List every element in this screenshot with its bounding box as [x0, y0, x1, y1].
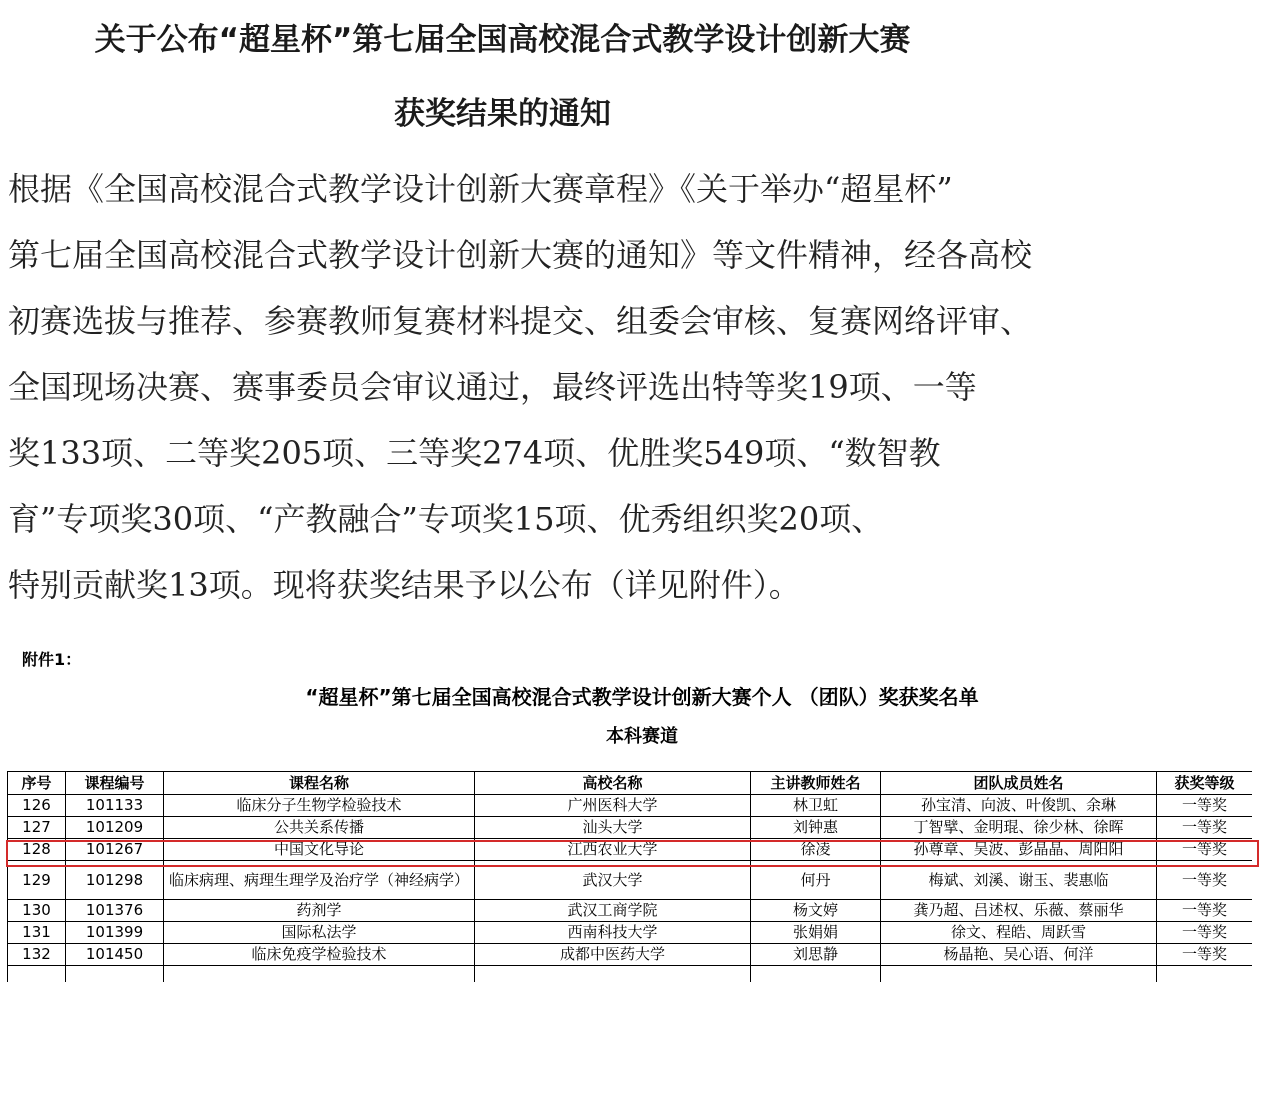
column-header-teacher: 主讲教师姓名 [751, 772, 881, 795]
cell-course: 国际私法学 [164, 922, 475, 944]
cell-award: 一等奖 [1157, 839, 1253, 861]
column-header-award: 获奖等级 [1157, 772, 1253, 795]
cell-award: 一等奖 [1157, 900, 1253, 922]
cell-teacher: 刘思静 [751, 944, 881, 966]
cell-course: 临床分子生物学检验技术 [164, 795, 475, 817]
cell-team: 孙尊章、吴波、彭晶晶、周阳阳 [881, 839, 1157, 861]
cell-team: 徐文、程皓、周跃雪 [881, 922, 1157, 944]
table-row [8, 944, 1253, 966]
table-row [8, 900, 1253, 922]
table-row [8, 861, 1253, 900]
cell-teacher: 林卫虹 [751, 795, 881, 817]
body-line: 奖133项、二等奖205项、三等奖274项、优胜奖549项、“数智教 [8, 434, 941, 472]
cell-course: 公共关系传播 [164, 817, 475, 839]
cell-code: 101298 [66, 861, 164, 900]
cell-award: 一等奖 [1157, 922, 1253, 944]
cell-award: 一等奖 [1157, 795, 1253, 817]
cell-team: 梅斌、刘溪、谢玉、裴惠临 [881, 861, 1157, 900]
cell-code: 101209 [66, 817, 164, 839]
table-row [8, 795, 1253, 817]
column-header-course: 课程名称 [164, 772, 475, 795]
body-line: 育”专项奖30项、“产教融合”专项奖15项、优秀组织奖20项、 [8, 500, 884, 538]
column-header-no: 序号 [8, 772, 66, 795]
attachment-label: 附件1： [22, 650, 82, 669]
cell-teacher: 张娟娟 [751, 922, 881, 944]
award-list-subtitle: 本科赛道 [606, 726, 678, 747]
cell-course: 临床病理、病理生理学及治疗学（神经病学） [164, 861, 475, 900]
cell-award: 一等奖 [1157, 817, 1253, 839]
cell-school: 江西农业大学 [475, 839, 751, 861]
table-row [8, 817, 1253, 839]
table-row-cropped [8, 966, 1253, 983]
cell-school: 成都中医药大学 [475, 944, 751, 966]
column-header-team: 团队成员姓名 [881, 772, 1157, 795]
cell-no: 126 [8, 795, 66, 817]
cell-no: 127 [8, 817, 66, 839]
body-line: 第七届全国高校混合式教学设计创新大赛的通知》等文件精神，经各高校 [8, 236, 1033, 274]
cell-teacher: 刘钟惠 [751, 817, 881, 839]
cell-school: 西南科技大学 [475, 922, 751, 944]
cell-team: 杨晶艳、吴心语、何洋 [881, 944, 1157, 966]
cell-school: 广州医科大学 [475, 795, 751, 817]
table-row-highlighted [8, 839, 1253, 861]
award-table [7, 771, 1252, 982]
notice-title-line1: 关于公布“超星杯”第七届全国高校混合式教学设计创新大赛 [94, 22, 911, 58]
body-line: 初赛选拔与推荐、参赛教师复赛材料提交、组委会审核、复赛网络评审、 [8, 302, 1033, 340]
notice-title-line2: 获奖结果的通知 [394, 96, 611, 132]
cell-course: 临床免疫学检验技术 [164, 944, 475, 966]
cell-no: 131 [8, 922, 66, 944]
cell-award: 一等奖 [1157, 944, 1253, 966]
cell-course: 药剂学 [164, 900, 475, 922]
cell-code: 101450 [66, 944, 164, 966]
cell-code: 101133 [66, 795, 164, 817]
award-list-title: “超星杯”第七届全国高校混合式教学设计创新大赛个人 （团队）奖获奖名单 [305, 685, 979, 709]
cell-team: 丁智擘、金明琨、徐少林、徐晖 [881, 817, 1157, 839]
table-header-row [8, 772, 1253, 795]
cell-code: 101376 [66, 900, 164, 922]
body-line: 全国现场决赛、赛事委员会审议通过，最终评选出特等奖19项、一等 [8, 368, 977, 406]
cell-no: 128 [8, 839, 66, 861]
cell-teacher: 徐凌 [751, 839, 881, 861]
cell-teacher: 杨文婷 [751, 900, 881, 922]
award-table-wrapper [7, 771, 1252, 982]
column-header-school: 高校名称 [475, 772, 751, 795]
cell-no: 129 [8, 861, 66, 900]
column-header-code: 课程编号 [66, 772, 164, 795]
cell-no: 132 [8, 944, 66, 966]
cell-code: 101399 [66, 922, 164, 944]
cell-school: 武汉大学 [475, 861, 751, 900]
cell-school: 汕头大学 [475, 817, 751, 839]
cell-course: 中国文化导论 [164, 839, 475, 861]
cell-award: 一等奖 [1157, 861, 1253, 900]
cell-team: 孙宝清、向波、叶俊凯、余琳 [881, 795, 1157, 817]
body-line: 特别贡献奖13项。现将获奖结果予以公布（详见附件）。 [8, 566, 801, 604]
table-row [8, 922, 1253, 944]
cell-teacher: 何丹 [751, 861, 881, 900]
cell-team: 龚乃超、吕述权、乐薇、蔡丽华 [881, 900, 1157, 922]
cell-school: 武汉工商学院 [475, 900, 751, 922]
cell-code: 101267 [66, 839, 164, 861]
cell-no: 130 [8, 900, 66, 922]
body-line: 根据《全国高校混合式教学设计创新大赛章程》《关于举办“超星杯” [8, 170, 953, 208]
